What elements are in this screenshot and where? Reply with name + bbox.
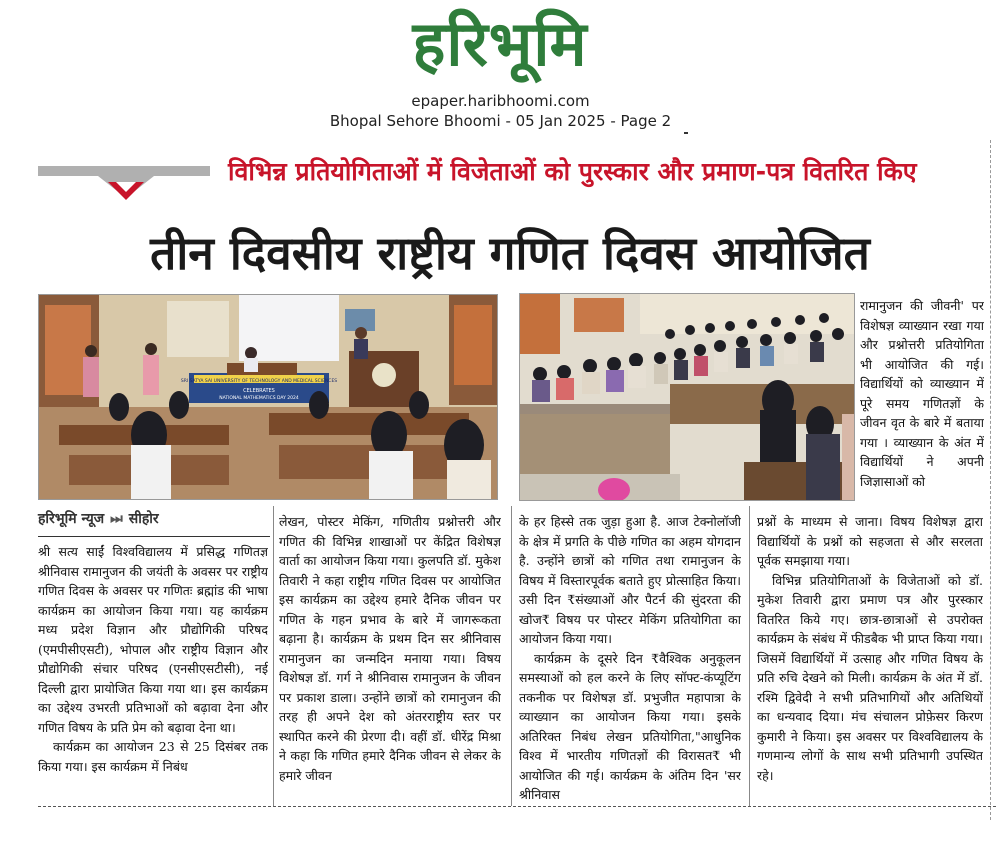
banner-text-1: SRI SATYA SAI UNIVERSITY OF TECHNOLOGY AND MEDICAL SCIENCES [180,379,338,384]
paragraph: लेखन, पोस्टर मेकिंग, गणितीय प्रश्नोत्तरी और गणित की विभिन्न शाखाओं पर केंद्रित विशेषज्ञ वार्ता का आयोजन किया गया। कुलपति डॉ. मुकेश तिवारी ने कहा राष्ट्रीय गणित दिवस पर आयोजित इस कार्यक्रम का उद्देश्य हमारे दैनिक जीवन पर गणित के गहन प्रभाव के बारे में जागरूकता बढ़ाना है। कार्यक्रम के प्रथम दिन सर श्रीनिवास रामानुजन का जन्मदिन मनाया गया। विषय विशेषज्ञ डॉ. गर्ग ने श्रीनिवास रामानुजन के जीवन पर प्रकाश डाला। उन्होंने छात्रों को रामानुजन की तरह ही अपने देश को अंतरराष्ट्रीय स्तर पर स्थापित करने की प्रेरणा दी। वहीं डॉ. धीरेंद्र मिश्रा ने कहा कि गणित हमारे दैनिक जीवन से लेकर के हमारे जीवन [279,514,501,783]
kicker-bar [38,166,210,176]
article-column-1 [38,542,268,804]
adjacent-article-edge [990,140,992,820]
divider-tick [684,132,688,134]
article-column-4 [757,512,983,804]
paragraph: कार्यक्रम का आयोजन 23 से 25 दिसंबर तक किया गया। इस कार्यक्रम में निबंध [38,739,268,774]
seminar-stage-illustration [39,295,497,499]
column-divider [511,506,512,806]
chevron-down-icon [98,176,154,200]
byline-place: सीहोर [128,511,159,527]
paragraph: कार्यक्रम के दूसरे दिन ₹वैश्विक अनुकूलन समस्याओं को हल करने के लिए सॉफ्ट-कंप्यूटिंग तकनीक पर विशेषज्ञ डॉ. प्रभुजीत महापात्रा के व्याख्यान का आयोजन किया गया। इसके अतिरिक्त निबंध लेखन प्रतियोगिता,"आधुनिक विश्व में भारतीय गणितज्ञों की विरासत₹ भी आयोजित की गई। कार्यक्रम के अंतिम दिन 'सर श्रीनिवास [519,650,741,802]
article-column-3 [519,512,741,804]
column-divider [749,506,750,806]
seminar-stage-photo [38,294,498,500]
article-column-2 [279,512,501,804]
audience-illustration [520,294,854,500]
play-icon: ⏭ [110,511,123,527]
audience-photo [519,293,855,501]
site-url: epaper.haribhoomi.com [411,92,590,110]
paragraph: श्री सत्य साईं विश्वविद्यालय में प्रसिद्ध गणितज्ञ श्रीनिवास रामानुजन की जयंती के अवसर पर राष्ट्रीय गणित दिवस के अवसर पर गणितः ब्रह्मांड की भाषा कार्यक्रम का आयोजन किया गया। यह कार्यक्रम मध्य प्रदेश विज्ञान और प्रौद्योगिकी परिषद (एमपीसीएसटी), भोपाल और राष्ट्रीय विज्ञान और प्रौद्योगिकी संचार परिषद (एनसीएसटीसी), नई दिल्ली द्वारा प्रायोजित किया गया था। इस कार्यक्रम का उद्देश्य उभरती प्रतिभाओं को बढ़ावा देना और गणित विषय के प्रति प्रेम को बढ़ावा देना था। [38,544,268,735]
column-divider [273,506,274,806]
banner-text-3: NATIONAL MATHEMATICS DAY 2024 [219,396,299,401]
edition-line: Bhopal Sehore Bhoomi - 05 Jan 2025 - Page 2 [329,112,672,130]
newspaper-logo [355,6,645,82]
byline-rule [38,536,270,537]
paragraph: प्रश्नों के माध्यम से जाना। विषय विशेषज्ञ द्वारा विद्यार्थियों के प्रश्नों को सहजता से और सरलता पूर्वक समझाया गया। [757,514,983,568]
paragraph: विभिन्न प्रतियोगिताओं के विजेताओं को डॉ. मुकेश तिवारी द्वारा प्रमाण पत्र और पुरस्कार वितरित किये गए। छात्र-छात्राओं से उपरोक्त कार्यक्रम के संबंध में फीडबैक भी प्राप्त किया गया। जिसमें विद्यार्थियों में उत्साह और गणित विषय के प्रति रुचि देखने को मिली। कार्यक्रम के अंत में डॉ. रश्मि द्विवेदी ने सभी प्रतिभागियों और अतिथियों का धन्यवाद दिया। मंच संचालन प्रोफ़ेसर किरण कुमारी ने किया। इस अवसर पर विश्वविद्यालय के गणमान्य लोगों के साथ सभी प्रतिभागी उपस्थित रहे। [757,572,983,783]
banner-text-2: CELEBRATES [243,388,275,394]
paragraph: के हर हिस्से तक जुड़ा हुआ है. आज टेक्नोलॉजी के क्षेत्र में प्रगति के पीछे गणित का अहम योगदान है. उन्होंने छात्रों को गणित तथा रामानुजन के विषय में विस्तारपूर्वक बताते हुए प्रोत्साहित किया। उसी दिन ₹संख्याओं और पैटर्न की सुंदरता की खोज₹ विषय पर पोस्टर मेकिंग प्रतियोगिता का आयोजन किया गया। [519,514,741,646]
article-kicker: विभिन्न प्रतियोगिताओं में विजेताओं को पुरस्कार और प्रमाण-पत्र वितरित किए [228,157,917,186]
sidebar-column: रामानुजन की जीवनी' पर विशेषज्ञ व्याख्यान रखा गया और प्रश्नोत्तरी प्रतियोगिता भी आयोजित की गई। विद्यार्थियों को व्याख्यान में पूरे समय गणितज्ञों के जीवन वृत के बारे में बताया गया । व्याख्यान के अंत में विद्यार्थियों ने अपनी जिज्ञासाओं को [860,298,984,489]
article-headline: तीन दिवसीय राष्ट्रीय गणित दिवस आयोजित [150,226,870,280]
byline-source: हरिभूमि न्यूज [38,511,105,527]
byline [38,508,270,530]
logo-text: हरिभूमि [412,7,588,80]
bottom-dashed-rule [38,806,996,807]
masthead [0,0,1001,142]
